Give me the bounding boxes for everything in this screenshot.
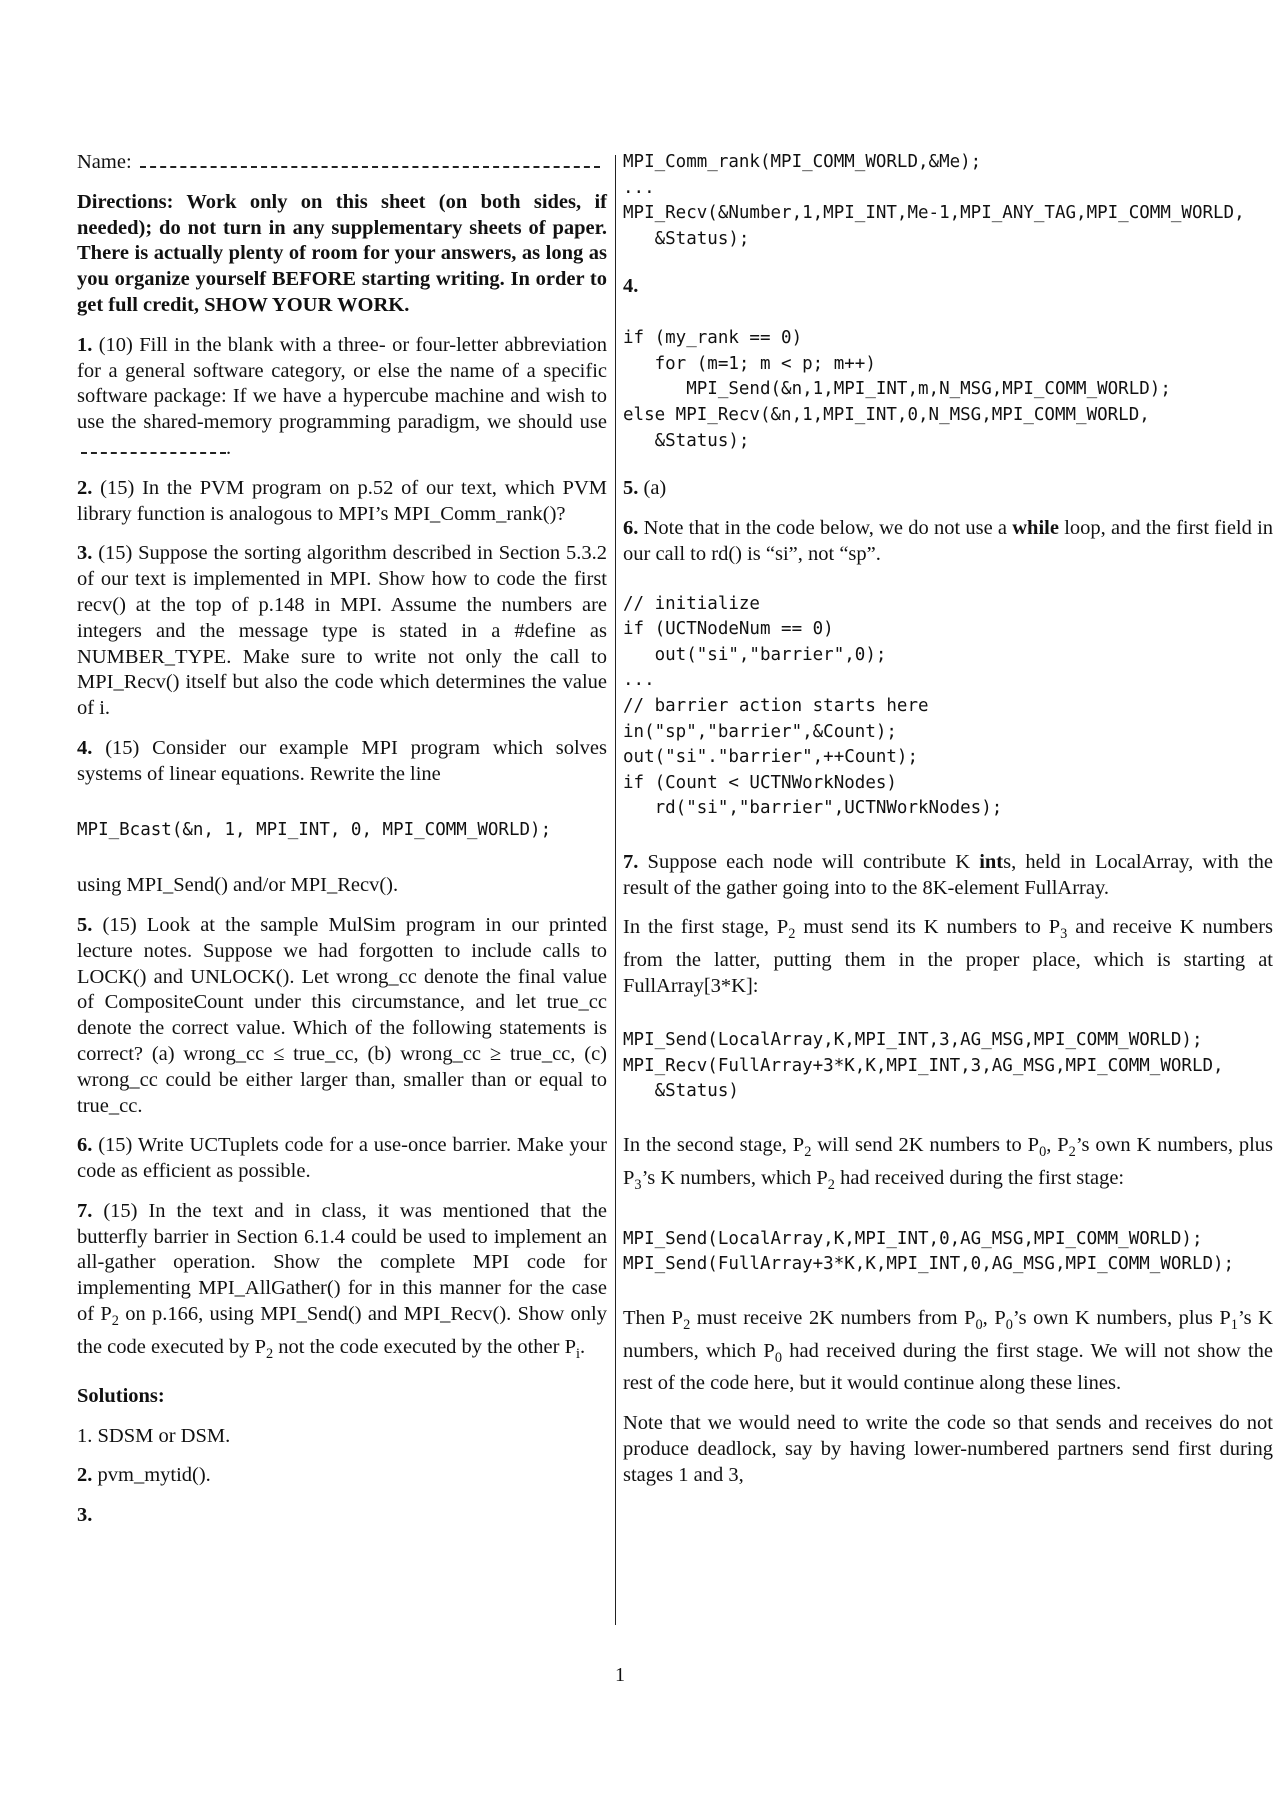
solution-number: 6. (623, 516, 639, 539)
solution-5 (623, 476, 1273, 502)
question-6 (77, 1133, 607, 1185)
stage-2-text (623, 1133, 1273, 1199)
solution-1: 1. SDSM or DSM. (77, 1424, 231, 1447)
text: ’s own K numbers, plus P (623, 1133, 1273, 1189)
deadlock-note: Note that we would need to write the code so that sends and receives do not produce deadlock, say by having lower-numbered partners send first during stages 1 and 3, (623, 1412, 1273, 1486)
subscript: 2 (111, 1313, 119, 1330)
solution-3-code: MPI_Comm_rank(MPI_COMM_WORLD,&Me); ... MPI_Recv(&Number,1,MPI_INT,Me-1,MPI_ANY_TAG,MPI_COMM_WORLD, &Status); (623, 152, 1245, 249)
q4-after: using MPI_Send() and/or MPI_Recv(). (77, 874, 399, 897)
page-number: 1 (615, 1664, 625, 1686)
subscript: 0 (1005, 1316, 1013, 1333)
question-number: 1. (77, 333, 93, 356)
text: ’s K numbers, which P (641, 1166, 828, 1189)
subscript: 2 (827, 1176, 835, 1193)
question-number: 3. (77, 542, 93, 565)
question-text: (15) Consider our example MPI program which solves systems of linear equations. Rewrite the line (77, 736, 607, 785)
text: In the first stage, P (623, 916, 789, 939)
solution-number: 4. (623, 275, 639, 298)
question-text: (15) Look at the sample MulSim program in our printed lecture notes. Suppose we had forgotten to include calls to LOCK() and UNLOCK(). Let wrong_cc denote the final value of CompositeCount under this circumstance, and let true_cc denote the correct value. Which of the following statements is correct? (a) wrong_cc ≤ true_cc, (b) wrong_cc ≥ true_cc, (c) wrong_cc could be either larger than, smaller than or equal to true_cc. (77, 913, 608, 1117)
question-number: 7. (77, 1199, 93, 1222)
directions (77, 190, 607, 319)
column-divider (615, 155, 616, 1625)
question-text: (15) In the text and in class, it was mentioned that the butterfly barrier in Section 6.1.4 could be used to implement an all-gather operation. Show the complete MPI code for implementing MPI_AllGather() for in this manner for the case of P (77, 1199, 608, 1326)
subscript: 0 (774, 1349, 782, 1366)
text: must receive 2K numbers from P (690, 1306, 976, 1329)
solution-text: loop, and the first field in our call to rd() is “si”, not “sp”. (623, 516, 1273, 565)
solution-number: 7. (623, 850, 639, 873)
question-7 (77, 1199, 607, 1368)
question-5 (77, 913, 607, 1119)
directions-text: Work only on this sheet (on both sides, if needed); do not turn in any supplementary sheets of paper. There is actually plenty of room for your answers, as long as you organize yourself BEFORE starting writing. In order to get full credit, SHOW YOUR WORK. (77, 190, 607, 316)
name-blank (140, 165, 600, 168)
stage-1-text (623, 915, 1273, 999)
question-2 (77, 476, 607, 528)
question-text: (15) Suppose the sorting algorithm described in Section 5.3.2 of our text is implemented in MPI. Show how to code the first recv() at the top of p.148 in MPI. Assume the numbers are integers and the message type is stated in a #define as NUMBER_TYPE. Make sure to write not only the call to MPI_Recv() itself but also the code which determines the value of i. (77, 542, 607, 720)
question-text: (10) Fill in the blank with a three- or four-letter abbreviation for a general software category, or else the name of a specific software package: If we have a hypercube machine and wish to use the shared-memory programming paradigm, we should use (77, 333, 608, 434)
subscript: 1 (1230, 1316, 1238, 1333)
question-text: on p.166, using MPI_Send() and MPI_Recv(). Show only the code executed by P (77, 1303, 608, 1358)
solution-number: 2. (77, 1464, 93, 1487)
stage-3-text (623, 1306, 1273, 1398)
solution-text: pvm_mytid(). (97, 1464, 211, 1487)
subscript: 0 (1039, 1143, 1047, 1160)
solution-3 (77, 1503, 607, 1529)
right-column (623, 150, 1273, 1503)
solution-number: 3. (77, 1504, 93, 1527)
question-1 (77, 333, 607, 462)
question-text: (15) Write UCTuplets code for a use-once barrier. Make your code as efficient as possible. (77, 1134, 608, 1183)
question-end: . (226, 436, 232, 459)
question-text: not the code executed by the other P (273, 1335, 577, 1358)
name-line (77, 150, 607, 176)
solution-2 (77, 1463, 607, 1489)
subscript: 2 (1068, 1143, 1076, 1160)
text: had received during the first stage: (834, 1166, 1125, 1189)
question-number: 6. (77, 1134, 93, 1157)
question-text: (15) In the PVM program on p.52 of our text, which PVM library function is analogous to MPI’s MPI_Comm_rank()? (77, 476, 607, 525)
text: must send its K numbers to P (795, 916, 1061, 939)
subscript: 2 (788, 926, 796, 943)
text: Then P (623, 1306, 684, 1329)
text: , P (982, 1306, 1006, 1329)
text: ’s own K numbers, plus P (1012, 1306, 1231, 1329)
text: ’s K numbers, which P (623, 1306, 1273, 1362)
subscript: 2 (804, 1143, 812, 1160)
solution-text: Suppose each node will contribute K (647, 850, 971, 873)
solution-4-code: if (my_rank == 0) for (m=1; m < p; m++) MPI_Send(&n,1,MPI_INT,m,N_MSG,MPI_COMM_WORLD); else MPI_Recv(&n,1,MPI_INT,0,N_MSG,MPI_COMM_WORLD, &Status); (623, 328, 1171, 451)
solution-6-code: // initialize if (UCTNodeNum == 0) out("si","barrier",0); ... // barrier action starts here in("sp","barrier",&Count); out("si"."barrier",++Count); if (Count < UCTNWorkNodes) rd("si","barrier",UCTNWorkNodes); (623, 593, 1003, 819)
question-number: 4. (77, 736, 93, 759)
subscript: 3 (634, 1176, 642, 1193)
name-label: Name: (77, 151, 132, 173)
solution-text: (a) (643, 477, 667, 500)
question-text: . (580, 1335, 586, 1358)
text: and receive K numbers from the latter, putting them in the proper place, which is starting at FullArray[3*K]: (623, 916, 1273, 998)
solution-6 (623, 516, 1273, 568)
stage-2-code: MPI_Send(LocalArray,K,MPI_INT,0,AG_MSG,MPI_COMM_WORLD); MPI_Send(FullArray+3*K,K,MPI_INT,0,AG_MSG,MPI_COMM_WORLD); (623, 1228, 1235, 1275)
solution-keyword: int (979, 850, 1004, 873)
solution-4 (623, 274, 1273, 300)
solution-text: s, held in LocalArray, with the result of the gather going into to the 8K-element FullArray. (623, 850, 1273, 899)
directions-label: Directions: (77, 190, 174, 213)
q4-code: MPI_Bcast(&n, 1, MPI_INT, 0, MPI_COMM_WORLD); (77, 819, 552, 840)
left-column (77, 150, 607, 1543)
question-4 (77, 736, 607, 788)
solution-keyword: while (1012, 516, 1059, 539)
solutions-heading: Solutions: (77, 1384, 165, 1407)
text: had received during the first stage. We will not show the rest of the code here, but it would continue along these lines. (623, 1339, 1273, 1395)
answer-blank (81, 451, 226, 454)
text: , P (1046, 1133, 1069, 1156)
subscript: 2 (683, 1316, 691, 1333)
stage-1-code: MPI_Send(LocalArray,K,MPI_INT,3,AG_MSG,MPI_COMM_WORLD); MPI_Recv(FullArray+3*K,K,MPI_INT,3,AG_MSG,MPI_COMM_WORLD, &Status) (623, 1029, 1224, 1102)
question-number: 2. (77, 476, 93, 499)
subscript: 3 (1060, 926, 1068, 943)
solution-7 (623, 850, 1273, 902)
text: will send 2K numbers to P (811, 1133, 1040, 1156)
solution-text: Note that in the code below, we do not use a (643, 516, 1008, 539)
text: In the second stage, P (623, 1133, 805, 1156)
question-3 (77, 541, 607, 722)
subscript: 0 (975, 1316, 983, 1333)
subscript: 2 (265, 1346, 274, 1363)
solution-number: 5. (623, 477, 639, 500)
question-number: 5. (77, 913, 93, 936)
subscript: i (576, 1346, 581, 1363)
